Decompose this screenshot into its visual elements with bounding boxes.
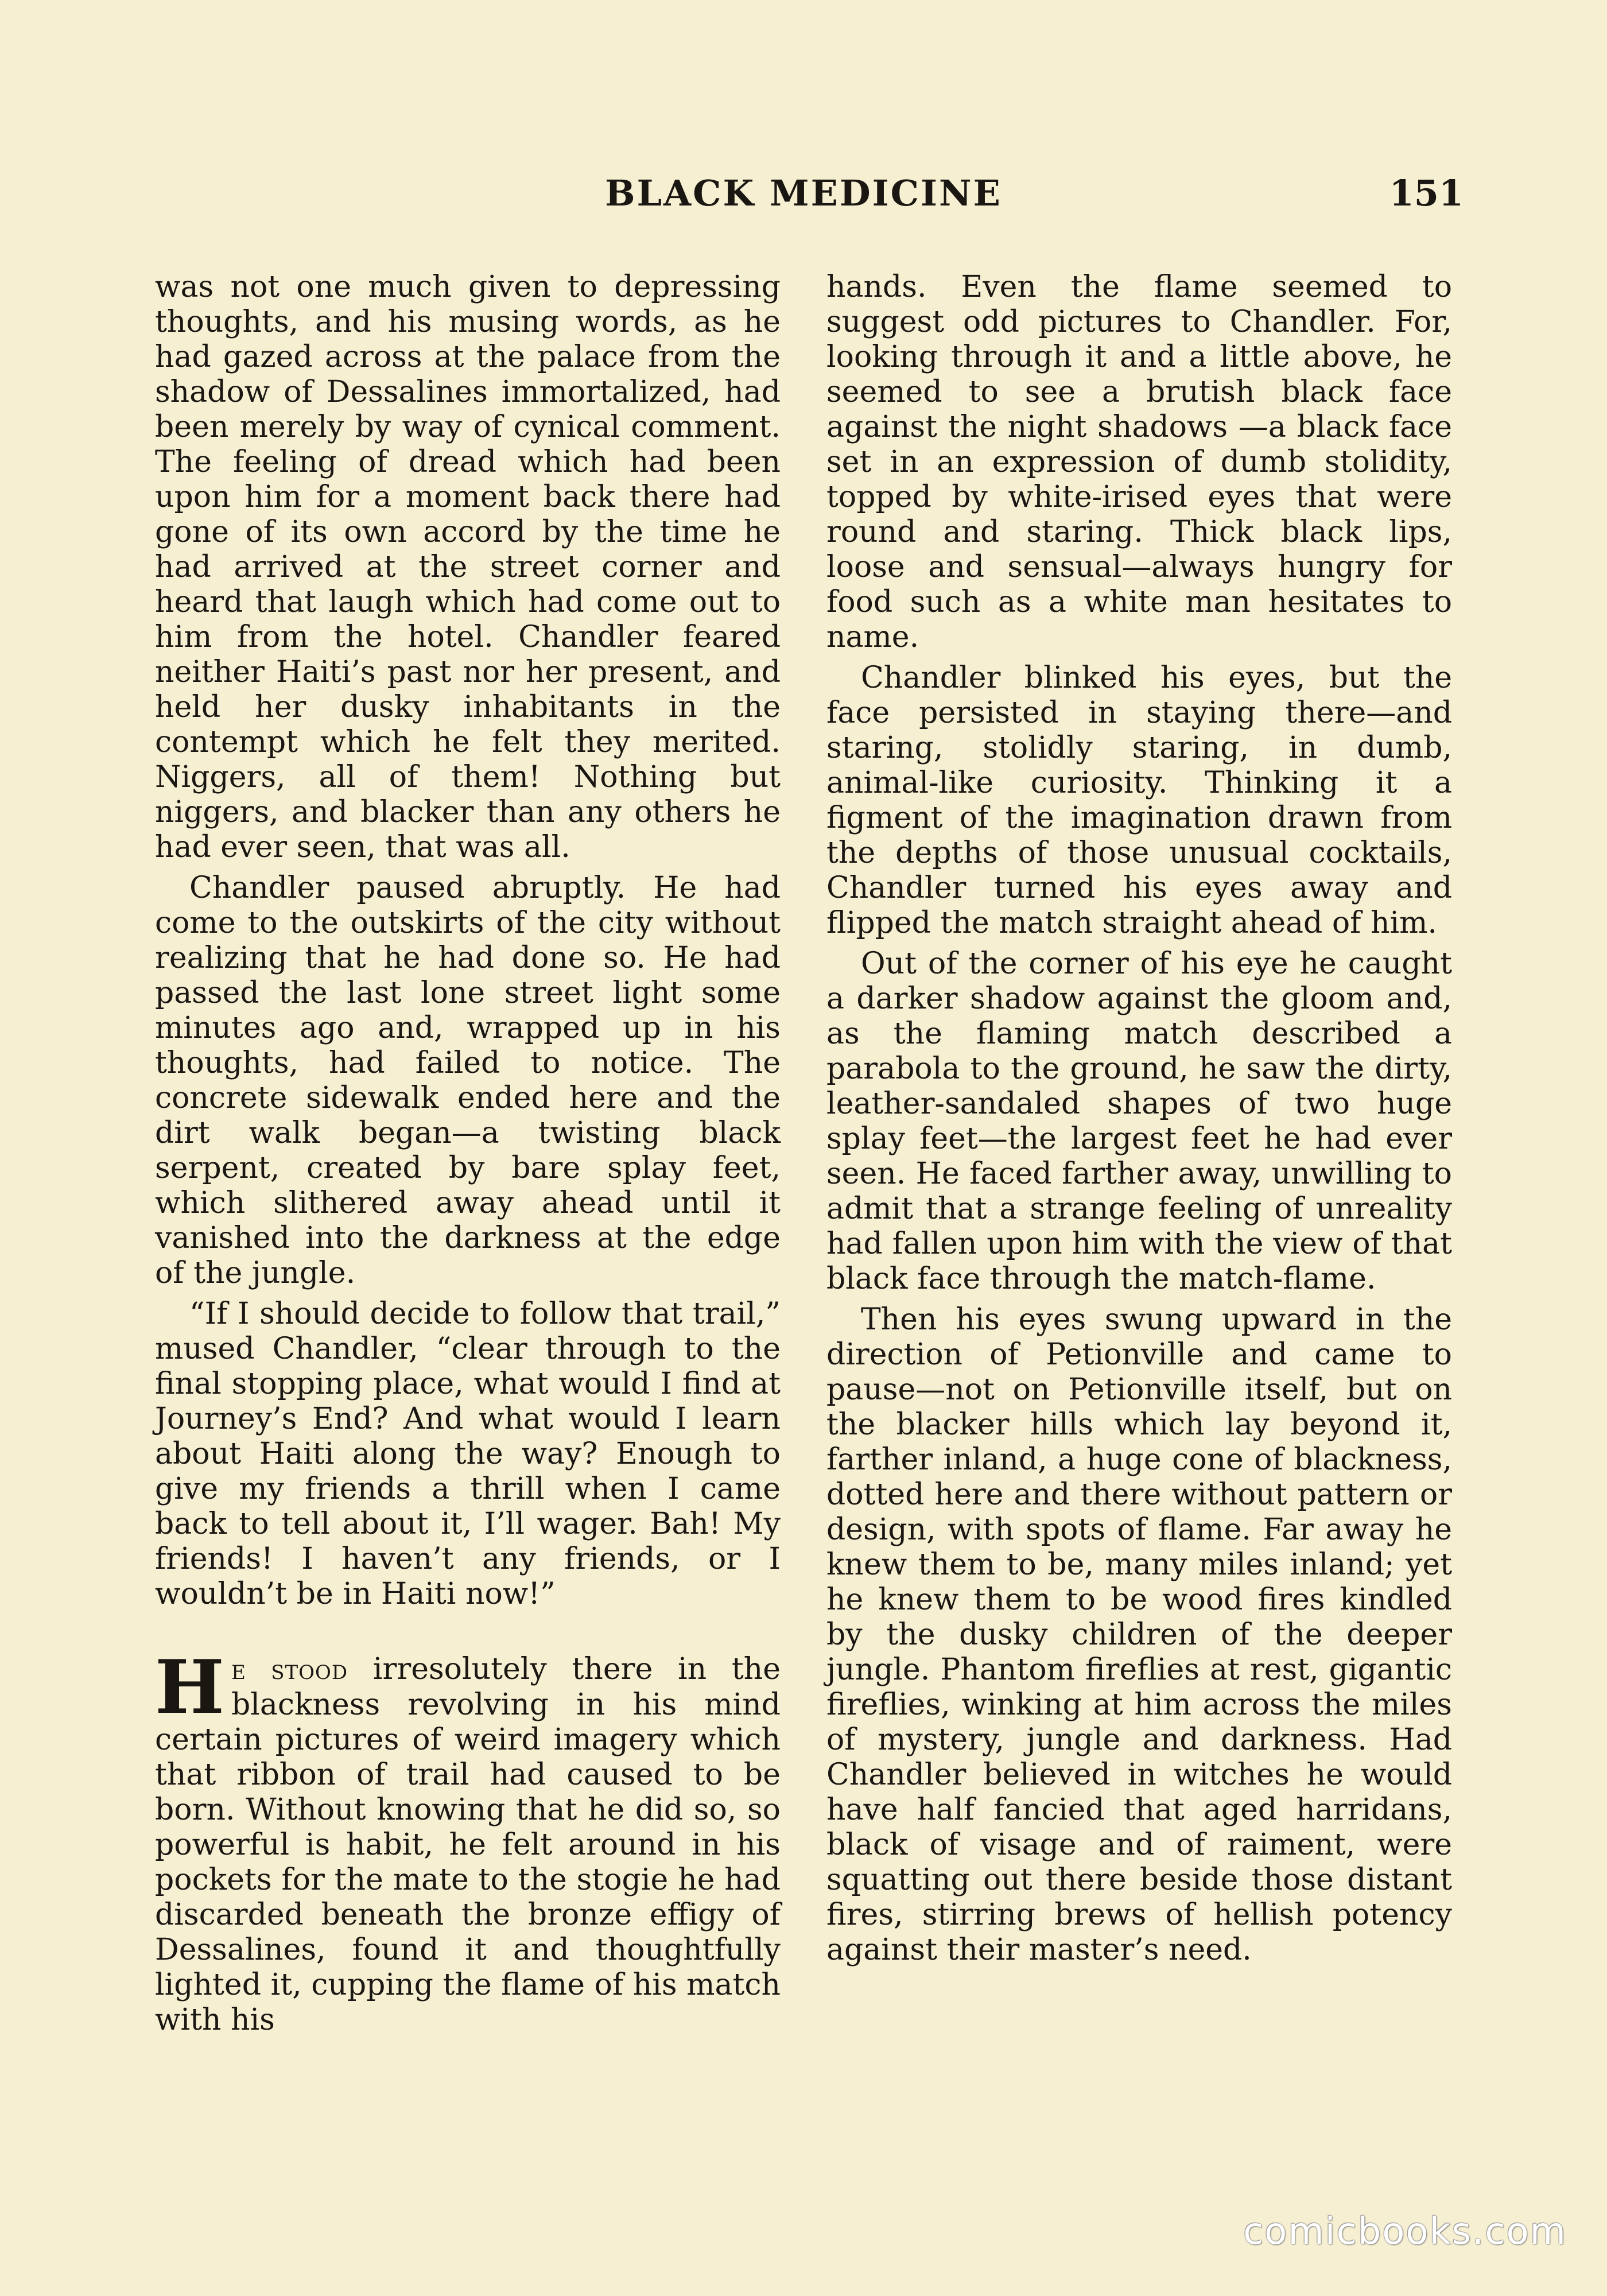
page-number: 151	[1389, 172, 1464, 214]
paragraph: Chandler paused abruptly. He had come to the outskirts of the city without realizing that he had done so. He had passed the last lone street light some minutes ago and, wrapped up in his thoughts, had failed to notice. The concrete sidewalk ended here and the dirt walk began—a twisting black serpent, created by bare splay feet, which slithered away ahead until it vanished into the darkness at the edge of the jungle.	[155, 871, 781, 1290]
section-opening-paragraph	[155, 1645, 781, 2038]
paragraph: was not one much given to depressing thoughts, and his musing words, as he had gazed across at the palace from the shadow of Dessalines immortalized, had been merely by way of cynical comment. The feeling of dread which had been upon him for a moment back there had gone of its own accord by the time he had arrived at the street corner and heard that laugh which had come out to him from the hotel. Chandler feared neither Haiti’s past nor her present, and held her dusky inhabitants in the contempt which he felt they merited. Niggers, all of them! Nothing but niggers, and blacker than any others he had ever seen, that was all.	[155, 270, 781, 864]
paragraph: “If I should decide to follow that trail,” mused Chandler, “clear through to the final stopping place, what would I find at Journey’s End? And what would I learn about Haiti along the way? Enough to give my friends a thrill when I came back to tell about it, I’ll wager. Bah! My friends! I haven’t any friends, or I wouldn’t be in Haiti now!”	[155, 1297, 781, 1611]
right-column	[826, 270, 1452, 1973]
paragraph-text: irresolutely there in the blackness revolving in his mind certain pictures of weird imagery which that ribbon of trail had caused to be born. Without knowing that he did so, so powerful is habit, he felt around in his pockets for the mate to the stogie he had discarded beneath the bronze effigy of Dessalines, found it and thoughtfully lighted it, cupping the flame of his match with his	[155, 1652, 781, 2037]
paragraph: Then his eyes swung upward in the direction of Petionville and came to pause—not on Petionville itself, but on the blacker hills which lay beyond it, farther inland, a huge cone of blackness, dotted here and there without pattern or design, with spots of flame. Far away he knew them to be, many miles inland; yet he knew them to be wood fires kindled by the dusky children of the deeper jungle. Phantom fireflies at rest, gigantic fireflies, winking at him across the miles of mystery, jungle and darkness. Had Chandler believed in witches he would have half fancied that aged harridans, black of visage and of raiment, were squatting out there beside those distant fires, stirring brews of hellish potency against their master’s need.	[826, 1302, 1452, 1967]
page-header	[0, 172, 1607, 224]
running-title: BLACK MEDICINE	[605, 172, 1002, 214]
paragraph: Out of the corner of his eye he caught a darker shadow against the gloom and, as the flaming match described a parabola to the ground, he saw the dirty, leather-sandaled shapes of two huge splay feet—the largest feet he had ever seen. He faced farther away, unwilling to admit that a strange feeling of unreality had fallen upon him with the view of that black face through the match-flame.	[826, 947, 1452, 1296]
paragraph: hands. Even the flame seemed to suggest odd pictures to Chandler. For, looking through it and a little above, he seemed to see a brutish black face against the night shadows —a black face set in an expression of dumb stolidity, topped by white-irised eyes that were round and staring. Thick black lips, loose and sensual—always hungry for food such as a white man hesitates to name.	[826, 270, 1452, 654]
small-caps-lead: e stood	[231, 1654, 348, 1686]
paragraph: Chandler blinked his eyes, but the face persisted in staying there—and staring, stolidly staring, in dumb, animal-like curiosity. Thinking it a figment of the imagination drawn from the depths of those unusual cocktails, Chandler turned his eyes away and flipped the match straight ahead of him.	[826, 661, 1452, 940]
watermark: comicbooks.com	[1243, 2210, 1567, 2253]
drop-cap: H	[155, 1645, 224, 1731]
left-column	[155, 270, 781, 2043]
